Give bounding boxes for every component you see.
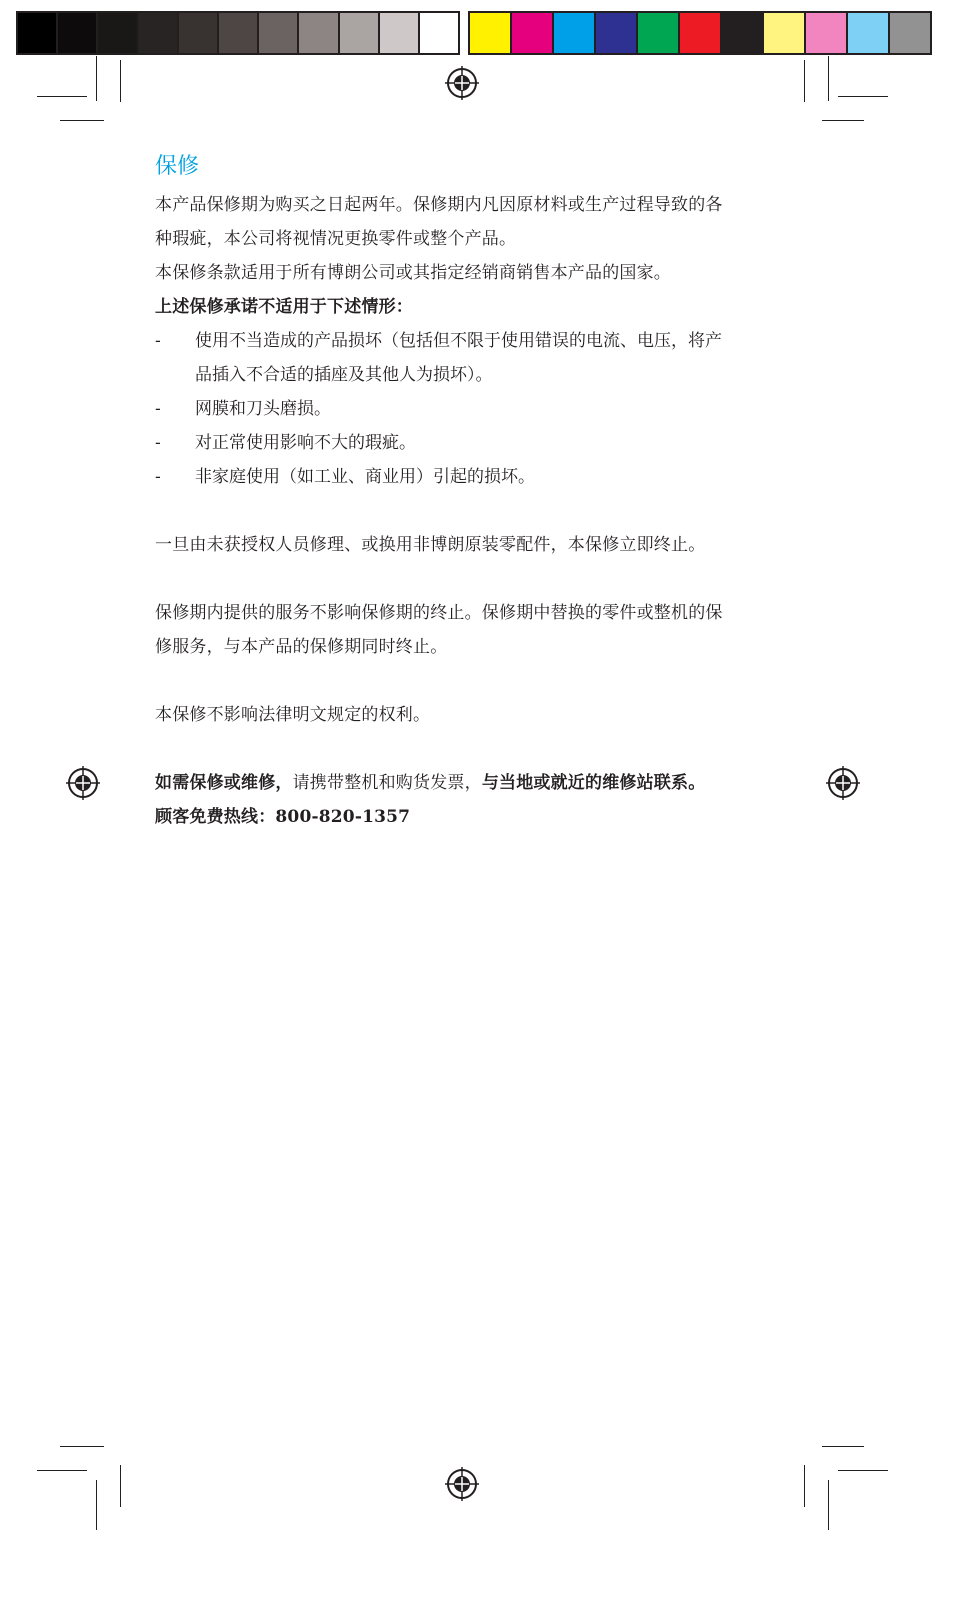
crop-mark	[804, 1465, 805, 1507]
contact-text-bold: 如需保修或维修，	[155, 773, 293, 793]
crop-mark	[822, 1446, 864, 1447]
grayscale-color-bar	[16, 11, 460, 55]
color-swatch	[638, 13, 680, 53]
color-swatch	[680, 13, 722, 53]
color-swatch	[299, 13, 339, 53]
color-swatch	[848, 13, 890, 53]
crop-mark	[822, 120, 864, 121]
color-swatch	[420, 13, 458, 53]
contact-paragraph	[155, 766, 725, 800]
color-swatch	[340, 13, 380, 53]
spacer	[155, 562, 725, 596]
list-bullet: -	[155, 331, 161, 351]
color-swatch	[554, 13, 596, 53]
crop-mark	[838, 1470, 888, 1471]
unauthorized-repair-paragraph: 一旦由未获授权人员修理、或换用非博朗原装零配件，本保修立即终止。	[155, 535, 706, 555]
list-bullet: -	[155, 399, 161, 419]
color-swatch	[890, 13, 930, 53]
crop-mark	[96, 1480, 97, 1530]
list-item-text: 网膜和刀头磨损。	[195, 399, 331, 419]
crop-mark	[96, 56, 97, 101]
spacer	[155, 494, 725, 528]
list-item	[155, 460, 725, 494]
warranty-document	[155, 150, 725, 834]
list-item	[155, 426, 725, 460]
crop-mark	[37, 1470, 87, 1471]
color-swatch	[722, 13, 764, 53]
color-swatch	[512, 13, 554, 53]
crop-mark	[120, 60, 121, 102]
list-item-text: 使用不当造成的产品损坏（包括但不限于使用错误的电流、电压，将产品插入不合适的插座及其他人为损坏）。	[195, 331, 722, 385]
list-item-text: 对正常使用影响不大的瑕疵。	[195, 433, 416, 453]
color-swatch	[139, 13, 179, 53]
page-title: 保修	[155, 154, 200, 179]
crop-mark	[60, 1446, 104, 1447]
crop-mark	[804, 60, 805, 102]
color-swatch	[596, 13, 638, 53]
color-swatch	[470, 13, 512, 53]
contact-text: 请携带整机和购货发票，	[292, 773, 482, 793]
crop-mark	[60, 120, 104, 121]
exclusions-list	[155, 324, 725, 494]
color-swatch	[764, 13, 806, 53]
exclusions-heading: 上述保修承诺不适用于下述情形：	[155, 297, 413, 317]
cmyk-color-bar	[468, 11, 932, 55]
crop-mark	[828, 1480, 829, 1530]
color-swatch	[58, 13, 98, 53]
list-bullet: -	[155, 433, 161, 453]
color-swatch	[179, 13, 219, 53]
legal-rights-paragraph: 本保修不影响法律明文规定的权利。	[155, 705, 431, 725]
crop-mark	[37, 96, 87, 97]
color-swatch	[380, 13, 420, 53]
color-swatch	[98, 13, 138, 53]
crop-mark	[828, 56, 829, 101]
customer-hotline: 顾客免费热线：800-820-1357	[155, 807, 411, 827]
registration-mark-icon	[444, 65, 480, 101]
warranty-period-paragraph: 本产品保修期为购买之日起两年。保修期内凡因原材料或生产过程导致的各种瑕疵，本公司将视情况更换零件或整个产品。	[155, 195, 723, 249]
color-swatch	[259, 13, 299, 53]
color-swatch	[219, 13, 259, 53]
color-swatch	[806, 13, 848, 53]
list-item	[155, 324, 725, 392]
list-item	[155, 392, 725, 426]
contact-text-bold: 与当地或就近的维修站联系。	[481, 773, 706, 793]
spacer	[155, 732, 725, 766]
warranty-scope-paragraph: 本保修条款适用于所有博朗公司或其指定经销商销售本产品的国家。	[155, 263, 671, 283]
color-swatch	[18, 13, 58, 53]
crop-mark	[120, 1465, 121, 1507]
registration-mark-icon	[65, 765, 101, 801]
registration-mark-icon	[825, 765, 861, 801]
registration-mark-icon	[444, 1466, 480, 1502]
spacer	[155, 664, 725, 698]
crop-mark	[838, 96, 888, 97]
list-bullet: -	[155, 467, 161, 487]
service-period-paragraph: 保修期内提供的服务不影响保修期的终止。保修期中替换的零件或整机的保修服务，与本产品的保修期同时终止。	[155, 603, 723, 657]
list-item-text: 非家庭使用（如工业、商业用）引起的损坏。	[195, 467, 535, 487]
